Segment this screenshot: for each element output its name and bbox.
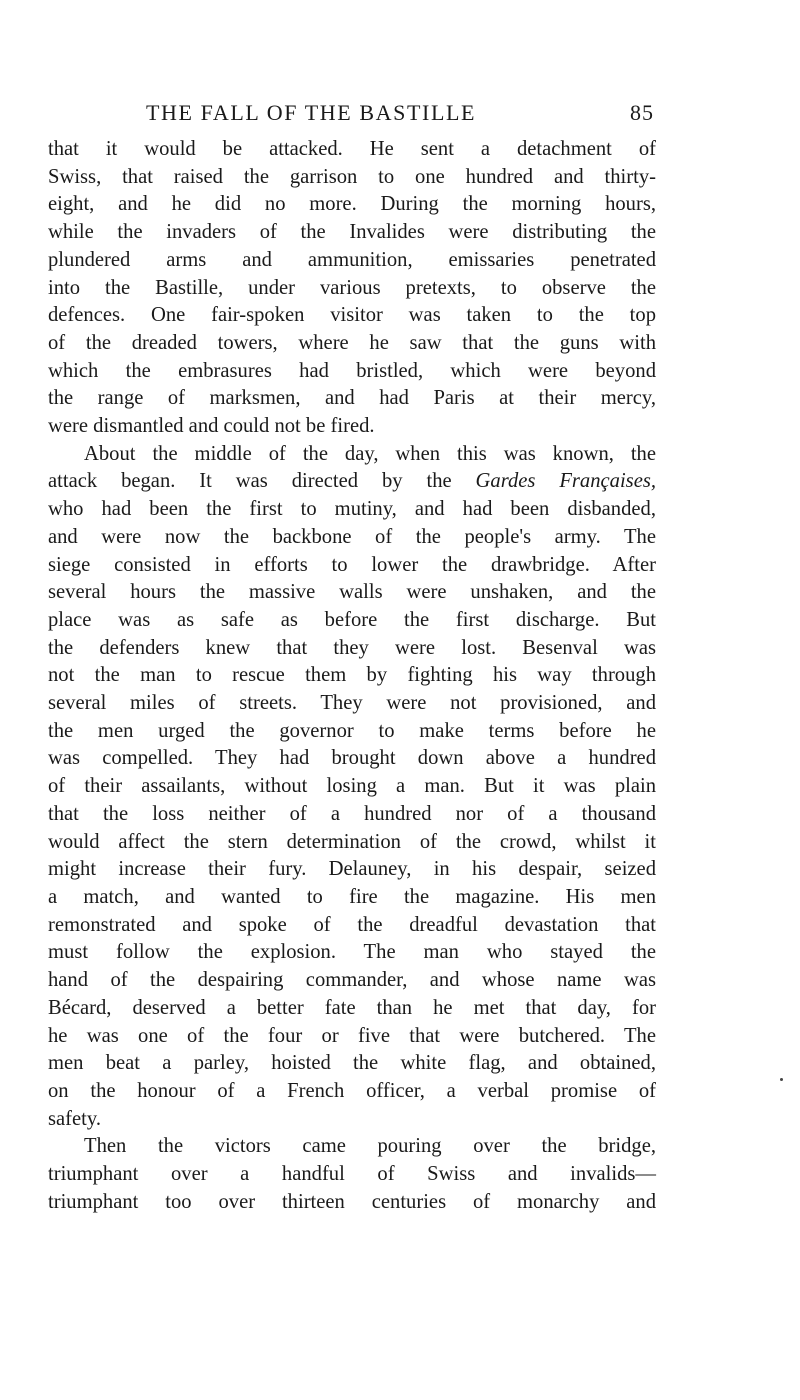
text-line: he was one of the four or five that were butchered. The	[48, 1024, 656, 1047]
text-line: while the invaders of the Invalides were distributing the	[48, 221, 656, 244]
text-line: that it would be attacked. He sent a detachment of	[48, 138, 656, 160]
running-header	[48, 96, 656, 136]
text-line: Then the victors came pouring over the bridge,	[84, 1135, 656, 1158]
text-line: About the middle of the day, when this was known, the	[84, 442, 656, 465]
text-line: not the man to rescue them by fighting his way through	[48, 664, 656, 687]
text-line: into the Bastille, under various pretexts, to observe the	[48, 276, 656, 299]
running-title: THE FALL OF THE BASTILLE	[146, 100, 477, 125]
text-line: Bécard, deserved a better fate than he met that day, for	[48, 996, 656, 1019]
text-line: men beat a parley, hoisted the white flag, and obtained,	[48, 1052, 656, 1075]
text-line: of their assailants, without losing a man. But it was plain	[48, 775, 656, 798]
paragraph-1	[48, 136, 656, 441]
text-line: safety.	[48, 1107, 101, 1130]
text-line: the defenders knew that they were lost. Besenval was	[48, 636, 656, 659]
text-line: defences. One fair-spoken visitor was taken to the top	[48, 304, 656, 327]
text-line-with-italic	[48, 468, 656, 496]
text-line: the range of marksmen, and had Paris at their mercy,	[48, 387, 656, 410]
text-line: triumphant over a handful of Swiss and invalids—	[48, 1163, 656, 1186]
book-page	[48, 96, 656, 1216]
text-line: Swiss, that raised the garrison to one hundred and thirty-	[48, 165, 656, 188]
scan-speck	[780, 1078, 783, 1081]
text-line: who had been the first to mutiny, and had been disbanded,	[48, 498, 656, 521]
text-line: siege consisted in efforts to lower the drawbridge. After	[48, 553, 656, 576]
text-line: might increase their fury. Delauney, in his despair, seized	[48, 858, 656, 881]
text-line: which the embrasures had bristled, which were beyond	[48, 359, 656, 382]
text-line: a match, and wanted to fire the magazine. His men	[48, 885, 656, 908]
text-line: plundered arms and ammunition, emissaries penetrated	[48, 248, 656, 271]
text-line: were dismantled and could not be fired.	[48, 415, 375, 438]
text-line: would affect the stern determination of the crowd, whilst it	[48, 830, 656, 853]
text-line: place was as safe as before the first discharge. But	[48, 608, 656, 631]
text-line: several hours the massive walls were unshaken, and the	[48, 581, 656, 604]
text-line: hand of the despairing commander, and whose name was	[48, 969, 656, 992]
text-line: several miles of streets. They were not provisioned, and	[48, 692, 656, 715]
italic-term: Gardes Françaises,	[475, 470, 656, 493]
paragraph-2	[48, 441, 656, 1134]
text-line: and were now the backbone of the people's army. The	[48, 525, 656, 548]
text-line: on the honour of a French officer, a verbal promise of	[48, 1079, 656, 1102]
text-line: triumphant too over thirteen centuries of monarchy and	[48, 1190, 656, 1213]
text-line: remonstrated and spoke of the dreadful devastation that	[48, 913, 656, 936]
text-line: that the loss neither of a hundred nor of a thousand	[48, 802, 656, 825]
text-line: of the dreaded towers, where he saw that the guns with	[48, 331, 656, 354]
text-line: must follow the explosion. The man who stayed the	[48, 941, 656, 964]
text-line: the men urged the governor to make terms before he	[48, 719, 656, 742]
text-run: attack began. It was directed by the	[48, 470, 476, 493]
paragraph-3	[48, 1133, 656, 1216]
body-text	[48, 136, 656, 1216]
text-line: eight, and he did no more. During the morning hours,	[48, 193, 656, 216]
text-line: was compelled. They had brought down above a hundred	[48, 747, 656, 770]
page-number: 85	[630, 100, 654, 125]
